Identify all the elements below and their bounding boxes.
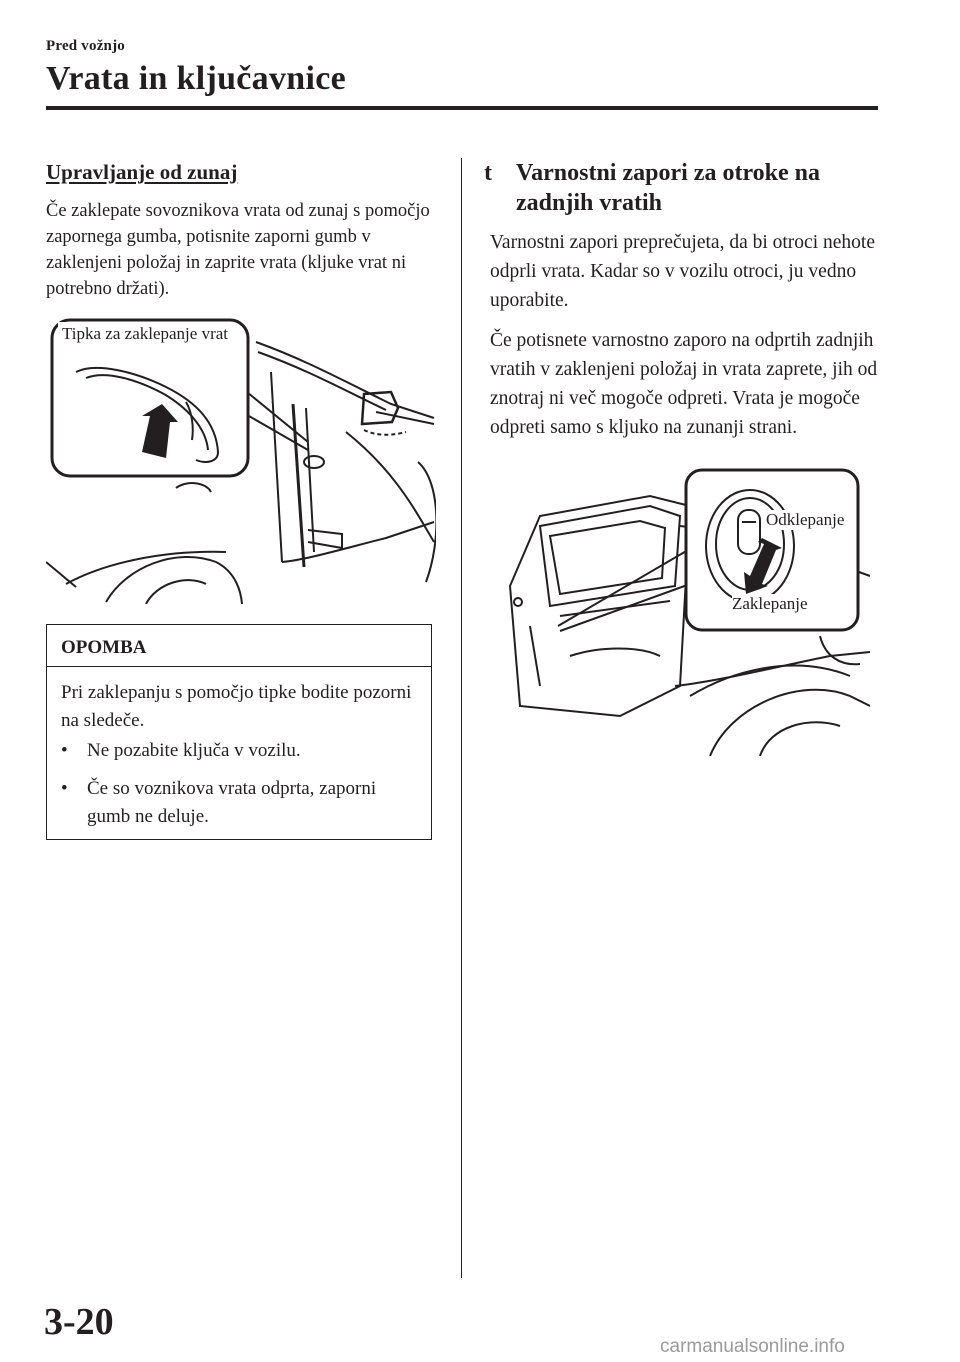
title-rule [46, 106, 878, 110]
bullet-dot: • [61, 740, 68, 761]
note-separator [47, 666, 431, 667]
note-title: OPOMBA [61, 637, 147, 658]
unlock-label: Odklepanje [766, 510, 845, 529]
child-lock-heading: Varnostni zapori za otroke na zadnjih vratih [516, 160, 821, 216]
note-text: Pri zaklepanju s pomočjo tipke bodite pozorni na sledeče. [61, 682, 412, 731]
child-lock-illustration [500, 466, 870, 761]
outside-operation-paragraph: Če zaklepate sovoznikova vrata od zunaj s pomočjo zapornega gumba, potisnite zaporni gumb v zaklenjeni položaj in zaprite vrata (kljuke vrat ni potrebno držati). [46, 201, 430, 299]
lock-button-label: Tipka za zaklepanje vrat [58, 322, 232, 346]
lock-label: Zaklepanje [732, 594, 808, 613]
watermark: carmanualsonline.info [660, 1336, 845, 1357]
door-lock-svg [46, 312, 436, 604]
subheading-outside-operation: Upravljanje od zunaj [46, 160, 238, 184]
page-number: 3-20 [44, 1301, 114, 1343]
section-label: Pred vožnjo [46, 38, 125, 54]
heading-marker: t [484, 160, 492, 186]
child-lock-paragraph-1: Varnostni zapori preprečujeta, da bi otroci nehote odprli vrata. Kadar so v vozilu otroci, ju vedno uporabite. [490, 232, 875, 311]
column-divider [461, 158, 462, 1278]
page-title: Vrata in ključavnice [46, 60, 347, 97]
bullet-dot: • [61, 778, 68, 799]
note-bullet-text: Ne pozabite ključa v vozilu. [87, 740, 301, 761]
door-lock-illustration [46, 312, 436, 609]
note-bullet-text: Če so voznikova vrata odprta, zaporni gumb ne deluje. [87, 778, 377, 827]
note-box [46, 624, 432, 840]
child-lock-paragraph-2: Če potisnete varnostno zaporo na odprtih zadnjih vratih v zaklenjeni položaj in vrata zaprete, jih od znotraj ni več mogoče odpreti. Vrata je mogoče odpreti samo s kljuko na zunanji strani. [490, 330, 878, 438]
